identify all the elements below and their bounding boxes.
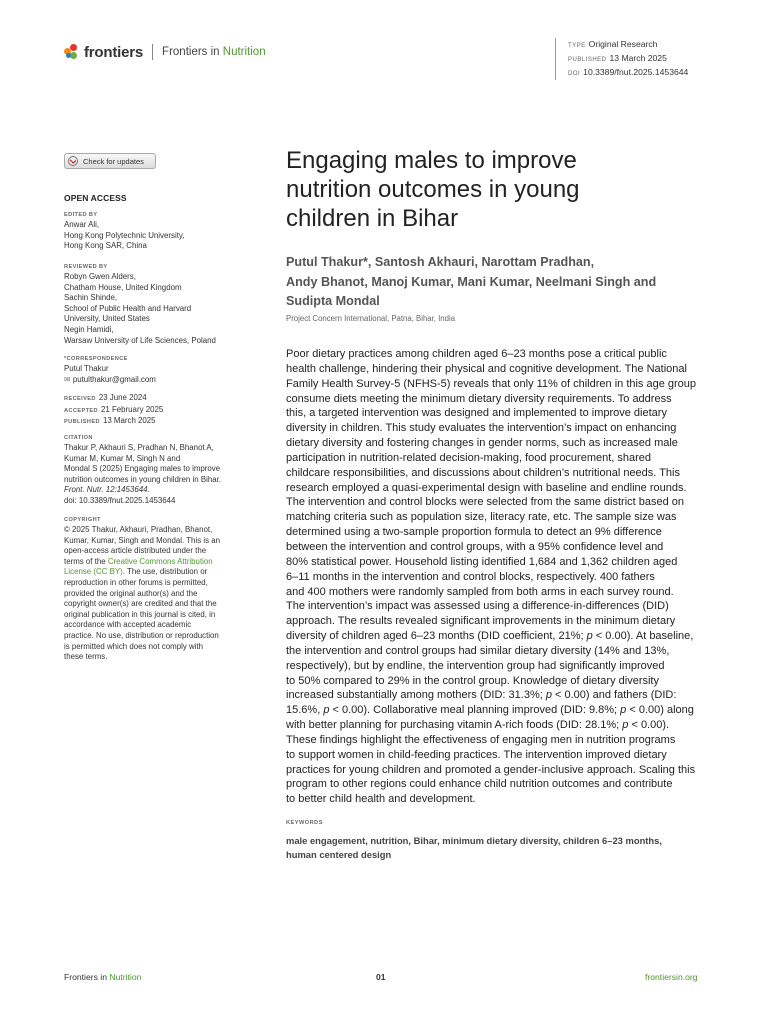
keywords: male engagement, nutrition, Bihar, minimum dietary diversity, children 6–23 months, human centered design — [286, 835, 662, 860]
footer-journal[interactable]: Frontiers in Nutrition — [64, 972, 142, 982]
article-title: Engaging males to improve nutrition outcomes in young children in Bihar — [286, 147, 580, 232]
brand-name: frontiers — [84, 43, 144, 61]
meta-type: TYPE Original Research — [568, 39, 658, 49]
correspondence-section: *CORRESPONDENCE Putul Thakur ✉ putulthakur@gmail.com — [64, 355, 254, 385]
journal-name[interactable]: Frontiers in Nutrition — [162, 46, 266, 58]
email-icon: ✉ — [64, 374, 71, 384]
article-meta — [555, 38, 688, 80]
author-list: Putul Thakur*, Santosh Akhauri, Narottam Pradhan, Andy Bhanot, Manoj Kumar, Mani Kumar, Neelmani Singh and Sudipta Mondal — [286, 255, 657, 308]
cc-license-link-2[interactable]: License (CC BY) — [64, 567, 123, 577]
footer-site-link[interactable]: frontiersin.org — [645, 972, 698, 982]
meta-doi[interactable]: DOI 10.3389/fnut.2025.1453644 — [568, 67, 689, 77]
page-number: 01 — [376, 972, 386, 982]
keywords-label: KEYWORDS — [286, 820, 323, 826]
check-updates-icon — [68, 156, 78, 166]
check-updates-label: Check for updates — [83, 156, 144, 166]
correspondence-email[interactable]: ✉ putulthakur@gmail.com — [64, 374, 156, 384]
citation-section: CITATION Thakur P, Akhauri S, Pradhan N, Bhanot A, Kumar M, Kumar M, Singh N and Mondal S (2025) Engaging males to improve nutrition outcomes in young children in Bihar. Front. Nutr. 12:1453644. doi: 10.3389/fnut.2025.1453644 — [64, 435, 222, 505]
frontiers-logo[interactable] — [64, 43, 266, 61]
meta-published: PUBLISHED 13 March 2025 — [568, 53, 667, 63]
abstract: Poor dietary practices among children aged 6–23 months pose a critical public health challenge, hindering their physical and cognitive development. The National Family Health Survey-5 (NFHS-5) reveals that only 11% of children in this age group consume diets meeting the minimum dietary diversity requirements. To address this, a targeted intervention was designed and implemented to improve dietary diversity in children. This study evaluates the intervention’s impact on enhancing dietary diversity and fostering changes in gender norms, such as increased male participation in nutrition-related decision-making, food procurement, shared childcare responsibilities, and discussions about children’s nutritional needs. This research employed a quasi-experimental design with baseline and endline rounds. The intervention and control blocks were selected from the same district based on matching criteria such as population size, literacy rate, etc. The sample size was determined using a two-sample proportion formula to detect an 9% difference between the intervention and control groups, with a 95% confidence level and 80% statistical power. Household listing identified 1,684 and 1,362 children aged 6–11 months in the intervention and control blocks, respectively. 400 fathers and 400 mothers were randomly sampled from both arms in each survey round. The intervention’s impact was assessed using a difference-in-differences (DID) approach. The results revealed significant improvements in the minimum dietary diversity of children aged 6–23 months (DID coefficient, 21%; p < 0.00). At baseline, the intervention and control groups had similar dietary diversity (14% and 13%, respectively), but by endline, the intervention group had significantly improved to 50% compared to 29% in the control group. Knowledge of dietary diversity increased substantially among mothers (DID: 31.3%; p < 0.00) and fathers (DID: 15.6%, p < 0.00). Collaborative meal planning improved (DID: 9.8%; p < 0.00) along with better planning for purchasing vitamin A-rich foods (DID: 28.1%; p < 0.00). These findings highlight the effectiveness of engaging men in nutrition programs to support women in child-feeding practices. The intervention improved dietary practices for young children and promoted a gender-inclusive approach. Scaling this program to other regions could enhance child nutrition outcomes and contribute to better child health and development. — [286, 348, 697, 806]
logo-divider — [152, 44, 153, 60]
frontiers-logo-icon — [64, 44, 80, 60]
check-for-updates-button[interactable] — [64, 153, 156, 169]
affiliation: Project Concern International, Patna, Bihar, India — [286, 314, 456, 323]
open-access-label: OPEN ACCESS — [64, 193, 127, 203]
cc-license-link[interactable]: Creative Commons Attribution — [107, 556, 213, 566]
edited-by-section: EDITED BY Anwar Ali, Hong Kong Polytechnic University, Hong Kong SAR, China — [64, 212, 185, 251]
reviewed-by-section: REVIEWED BY Robyn Gwen Alders, Chatham House, United Kingdom Sachin Shinde, School of Public Health and Harvard University, United States Negin Hamidi, Warsaw University of Life Sciences, Poland — [64, 264, 216, 345]
dates-section: RECEIVED 23 June 2024 ACCEPTED 21 February 2025 PUBLISHED 13 March 2025 — [64, 393, 164, 426]
copyright-section: COPYRIGHT © 2025 Thakur, Akhauri, Pradhan, Bhanot, Kumar, Kumar, Singh and Mondal. This is an open-access article distributed under the terms of the Creative Commons Attribution License (CC BY). The use, distribution or reproduction in other forums is permitted, provided the original author(s) and the copyright owner(s) are credited and that the original publication in this journal is cited, in accordance with accepted academic practice. No use, distribution or reproduction is permitted which does not comply with these terms. — [64, 517, 220, 662]
